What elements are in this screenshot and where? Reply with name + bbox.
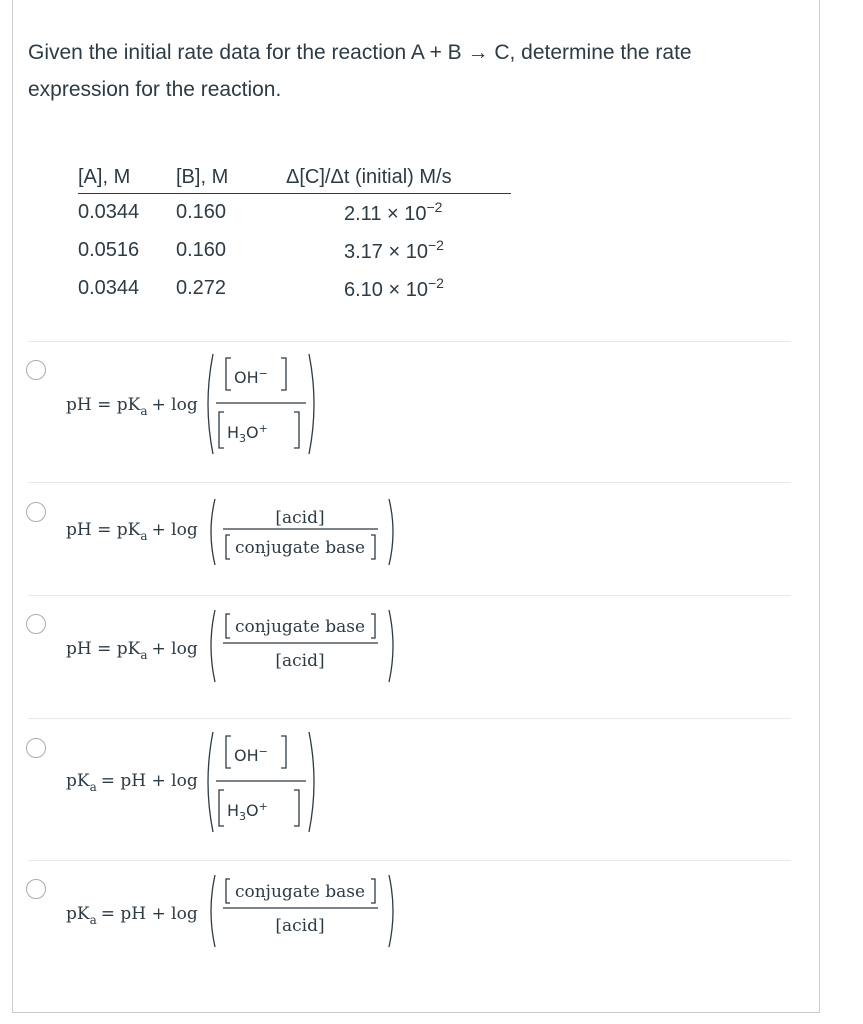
option-5-equation[interactable] xyxy=(66,871,406,958)
svg-text:pKa= pH + log: $pK_a$ = pH + log xyxy=(66,771,198,794)
option-4-radio[interactable] xyxy=(26,738,46,758)
header-conc-b: [B], M xyxy=(176,160,286,194)
svg-text:[acid]: [acid] xyxy=(275,651,325,671)
header-conc-a: [A], M xyxy=(78,160,176,194)
option-4-equation[interactable] xyxy=(66,728,366,843)
option-1-equation[interactable] xyxy=(66,350,366,465)
cell-conc-b: 0.160 xyxy=(176,201,227,223)
svg-text:pKa= pH + log: $pK_a$ = pH + log xyxy=(66,904,198,927)
svg-text:H3O+: $H_3O^+$ xyxy=(227,422,268,445)
svg-text:pH = pKa+ log: pH = $pK_a + \log$ xyxy=(66,395,198,418)
option-5-radio[interactable] xyxy=(26,879,46,899)
option-divider xyxy=(28,718,791,719)
table-row xyxy=(78,270,511,308)
cell-rate: $2.11 \times 10^{-2}$ xyxy=(344,199,443,225)
cell-rate: $6.10 \times 10^{-2}$ xyxy=(344,275,444,301)
option-divider xyxy=(28,341,791,342)
svg-text:[acid]: [acid] xyxy=(275,916,325,936)
option-divider xyxy=(28,595,791,596)
cell-conc-b: 0.272 xyxy=(176,277,227,299)
header-rate: Δ[C]/Δt (initial) M/s xyxy=(286,160,511,194)
table-row xyxy=(78,194,511,233)
cell-conc-a: 0.0344 xyxy=(78,201,140,223)
table-row xyxy=(78,232,511,270)
option-3-equation[interactable] xyxy=(66,606,406,693)
cell-conc-a: 0.0344 xyxy=(78,277,140,299)
table-header-row xyxy=(78,160,511,194)
cell-rate: $3.17 \times 10^{-2}$ xyxy=(344,237,444,263)
svg-text:H3O+: $H_3O^+$ xyxy=(227,800,268,823)
option-divider xyxy=(28,482,791,483)
svg-text:[acid]: [acid] xyxy=(275,508,325,528)
option-3-radio[interactable] xyxy=(26,614,46,634)
question-text: Given the initial rate data for the reaction A + B → C, determine the rate expression for the reaction. xyxy=(28,41,692,101)
svg-text:conjugate base: conjugate base xyxy=(234,538,366,558)
option-1-radio[interactable] xyxy=(26,360,46,380)
svg-text:OH−: OH− xyxy=(234,367,268,387)
option-2-equation[interactable] xyxy=(66,495,406,580)
svg-text:pH = pKa+ log: pH = $pK_a + \log$ xyxy=(66,520,198,543)
rate-data-table xyxy=(78,160,511,308)
svg-text:pH = pKa+ log: pH = $pK_a + \log$ xyxy=(66,639,198,662)
cell-conc-a: 0.0516 xyxy=(78,239,140,261)
svg-text:conjugate base: conjugate base xyxy=(234,882,366,902)
option-divider xyxy=(28,860,791,861)
cell-conc-b: 0.160 xyxy=(176,239,227,261)
svg-text:conjugate base: conjugate base xyxy=(234,617,366,637)
option-2-radio[interactable] xyxy=(26,502,46,522)
svg-text:OH−: OH− xyxy=(234,745,268,765)
